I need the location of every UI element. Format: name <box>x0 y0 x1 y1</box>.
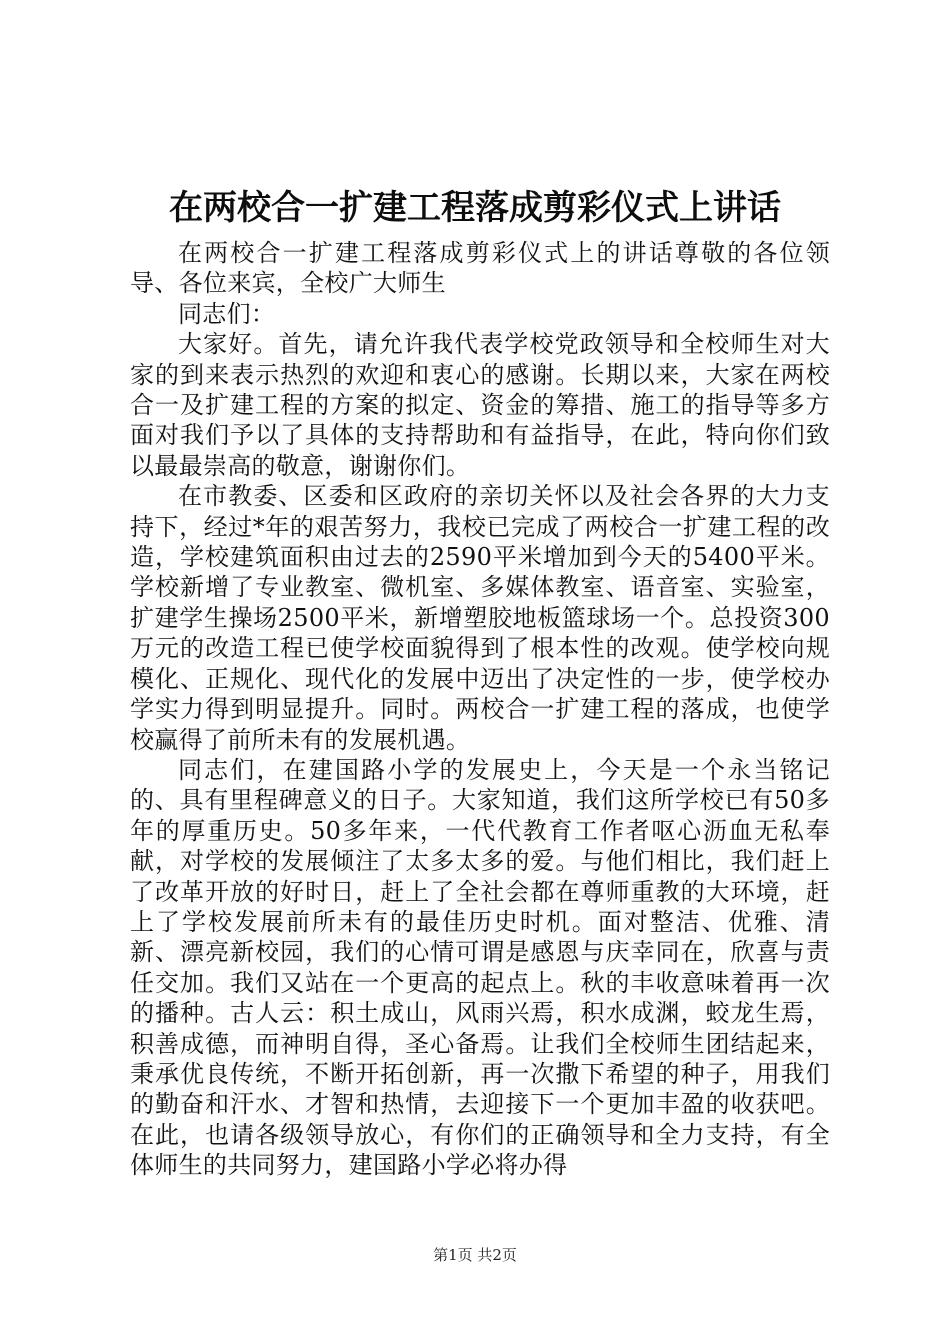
document-body <box>130 238 830 1181</box>
paragraph-salutation: 同志们： <box>178 299 276 328</box>
paragraph-intro: 在两校合一扩建工程落成剪彩仪式上的讲话尊敬的各位领导、各位来宾，全校广大师生 <box>130 239 830 298</box>
paragraph-history: 同志们，在建国路小学的发展史上，今天是一个永当铭记的、具有里程碑意义的日子。大家知道，我们这所学校已有50多年的厚重历史。50多年来，一代代教育工作者呕心沥血无私奉献，对学校的发展倾注了太多太多的爱。与他们相比，我们赶上了改革开放的好时日，赶上了全社会都在尊师重教的大环境，赶上了学校发展前所未有的最佳历史时机。面对整洁、优雅、清新、漂亮新校园，我们的心情可谓是感恩与庆幸同在，欣喜与责任交加。我们又站在一个更高的起点上。秋的丰收意味着再一次的播种。古人云：积土成山，风雨兴焉，积水成渊，蛟龙生焉，积善成德，而神明自得，圣心备焉。让我们全校师生团结起来，秉承优良传统，不断开拓创新，再一次撒下希望的种子，用我们的勤奋和汗水、才智和热情，去迎接下一个更加丰盈的收获吧。在此，也请各级领导放心，有你们的正确领导和全力支持，有全体师生的共同努力，建国路小学必将办得 <box>130 755 830 1180</box>
paragraph-construction: 在市教委、区委和区政府的亲切关怀以及社会各界的大力支持下，经过*年的艰苦努力，我校已完成了两校合一扩建工程的改造，学校建筑面积由过去的2590平米增加到今天的5400平米。学校新增了专业教室、微机室、多媒体教室、语音室、实验室，扩建学生操场2500平米，新增塑胶地板篮球场一个。总投资300万元的改造工程已使学校面貌得到了根本性的改观。使学校向规模化、正规化、现代化的发展中迈出了决定性的一步，使学校办学实力得到明显提升。同时。两校合一扩建工程的落成，也使学校赢得了前所未有的发展机遇。 <box>130 482 830 754</box>
document-title: 在两校合一扩建工程落成剪彩仪式上讲话 <box>169 188 781 228</box>
page-footer: 第1页 共2页 <box>433 1246 517 1264</box>
paragraph-greeting: 大家好。首先，请允许我代表学校党政领导和全校师生对大家的到来表示热烈的欢迎和衷心的感谢。长期以来，大家在两校合一及扩建工程的方案的拟定、资金的筹措、施工的指导等多方面对我们予以了具体的支持帮助和有益指导，在此，特向你们致以最最崇高的敬意，谢谢你们。 <box>130 330 830 480</box>
